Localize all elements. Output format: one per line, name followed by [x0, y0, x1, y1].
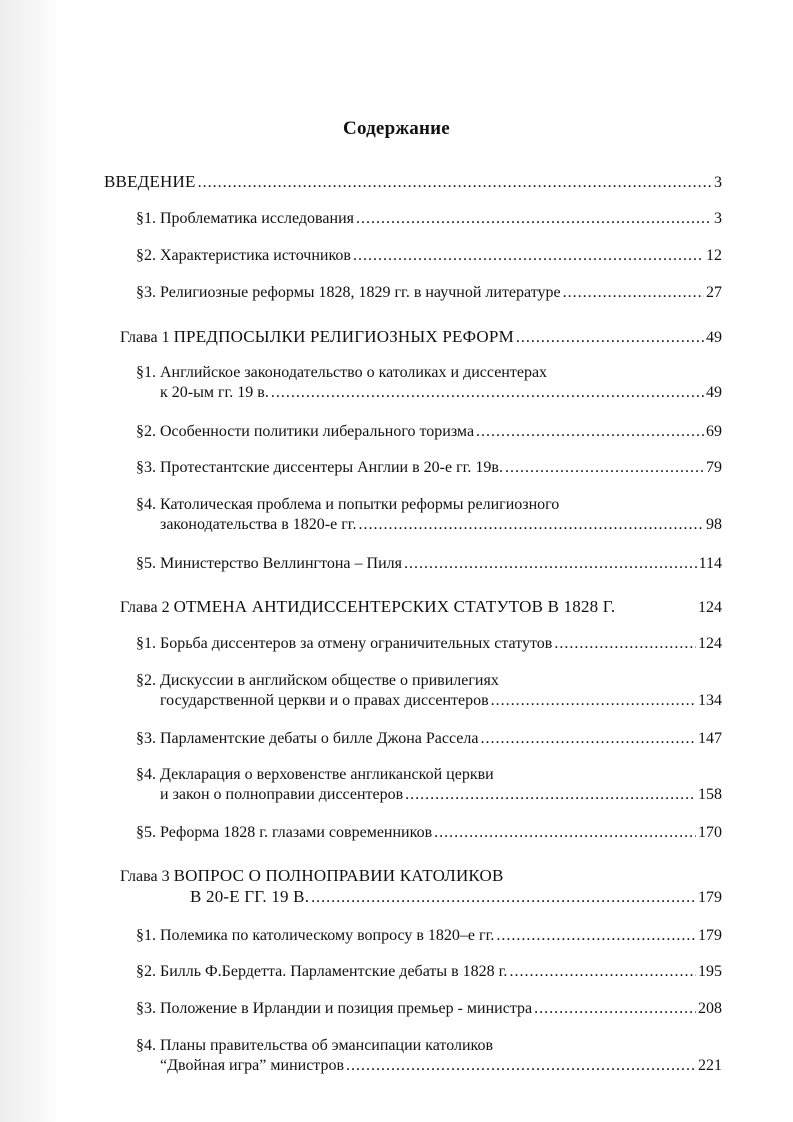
- toc-entry-ch1-sec1: [136, 363, 722, 403]
- page-number: 147: [698, 730, 722, 747]
- entry-text: §3. Положение в Ирландии и позиция премьер - министра: [136, 1000, 533, 1017]
- leader-dots: [271, 383, 704, 403]
- page-number: 170: [698, 824, 722, 841]
- page-title: Содержание: [343, 118, 450, 139]
- leader-dots: [356, 209, 712, 229]
- leader-dots: [516, 328, 704, 348]
- entry-text: §2. Особенности политики либерального торизма: [136, 423, 475, 440]
- leader-dots: [509, 962, 696, 982]
- leader-dots: [505, 458, 704, 478]
- page-number: 221: [698, 1057, 722, 1074]
- leader-dots: [491, 691, 696, 711]
- entry-text-line2: к 20-ым гг. 19 в.: [160, 384, 269, 401]
- toc-entry-ch1-sec4: [136, 495, 722, 535]
- entry-text: §1. Борьба диссентеров за отмену ограничительных статутов: [136, 635, 553, 652]
- leader-dots: [404, 554, 697, 574]
- entry-text-line1: §4. Католическая проблема и попытки реформы религиозного: [136, 496, 560, 513]
- toc-entry-ch3-sec3: [136, 999, 722, 1019]
- page-number: 98: [706, 516, 722, 533]
- entry-text: §1. Полемика по католическому вопросу в 1820–е гг.: [136, 927, 495, 944]
- page-shadow: [0, 0, 62, 1122]
- leader-dots: [434, 823, 696, 843]
- entry-text: §5. Реформа 1828 г. глазами современников: [136, 824, 433, 841]
- entry-text-line2: государственной церкви и о правах диссентеров: [160, 692, 489, 709]
- page-number: 3: [714, 174, 722, 191]
- leader-dots: [534, 999, 696, 1019]
- page-number: 124: [698, 635, 722, 652]
- leader-dots: [353, 246, 704, 266]
- entry-text-line2: “Двойная игра” министров: [160, 1057, 345, 1074]
- leader-dots: [359, 515, 704, 535]
- entry-text: §3. Религиозные реформы 1828, 1829 гг. в научной литературе: [136, 284, 561, 301]
- leader-dots: [476, 422, 704, 442]
- leader-dots: [554, 634, 696, 654]
- toc-entry-introduction: [104, 172, 722, 193]
- page-number: 27: [706, 284, 722, 301]
- toc-entry-ch1-sec2: [136, 422, 722, 442]
- entry-text: §2. Билль Ф.Бердетта. Парламентские дебаты в 1828 г.: [136, 963, 508, 980]
- page-number: 134: [698, 692, 722, 709]
- toc-entry-ch3-sec2: [136, 962, 722, 982]
- page-number: 179: [698, 927, 722, 944]
- toc-entry-intro-3: [136, 283, 722, 303]
- entry-text: ВВЕДЕНИЕ: [104, 172, 196, 191]
- toc-entry-chapter-1: [120, 327, 722, 348]
- entry-text-line1: §2. Дискуссии в английском обществе о привилегиях: [136, 672, 499, 689]
- leader-dots: [496, 926, 696, 946]
- entry-text: §1. Проблематика исследования: [136, 210, 354, 227]
- toc-entry-ch2-sec4: [136, 765, 722, 805]
- chapter-title-line1: ВОПРОС О ПОЛНОПРАВИИ КАТОЛИКОВ: [173, 866, 504, 885]
- chapter-prefix: Глава 2: [120, 599, 170, 616]
- toc-entry-ch3-sec1: [136, 926, 722, 946]
- chapter-title: ОТМЕНА АНТИДИССЕНТЕРСКИХ СТАТУТОВ В 1828 Г.: [173, 597, 616, 616]
- entry-text-line2: законодательства в 1820-е гг.: [160, 516, 357, 533]
- leader-dots: [480, 729, 696, 749]
- toc-entry-intro-1: [136, 209, 722, 229]
- toc-entry-intro-2: [136, 246, 722, 266]
- leader-dots: [311, 888, 696, 908]
- page-number: 49: [706, 329, 722, 346]
- entry-text: §2. Характеристика источников: [136, 247, 351, 264]
- toc-entry-ch1-sec3: [136, 458, 722, 478]
- entry-text-line2: и закон о полноправии диссентеров: [160, 786, 404, 803]
- leader-dots: [198, 173, 712, 193]
- entry-text: §5. Министерство Веллингтона – Пиля: [136, 555, 402, 572]
- chapter-prefix: Глава 3: [120, 868, 170, 885]
- chapter-prefix: Глава 1: [120, 329, 170, 346]
- page-number: 195: [698, 963, 722, 980]
- page-number: 3: [714, 210, 722, 227]
- toc-entry-chapter-2: [120, 597, 722, 618]
- chapter-title: ПРЕДПОСЫЛКИ РЕЛИГИОЗНЫХ РЕФОРМ: [173, 327, 514, 346]
- toc-entry-ch2-sec3: [136, 729, 722, 749]
- page-number: 124: [698, 599, 722, 616]
- page-number: 49: [706, 384, 722, 401]
- leader-dots: [405, 785, 696, 805]
- page-number: 12: [706, 247, 722, 264]
- chapter-title-line2: В 20-Е ГГ. 19 В.: [190, 887, 310, 906]
- page-number: 79: [706, 459, 722, 476]
- toc-entry-ch1-sec5: [136, 554, 722, 574]
- toc-entry-chapter-3: [120, 866, 722, 908]
- page-number: 158: [698, 786, 722, 803]
- entry-text: §3. Парламентские дебаты о билле Джона Рассела: [136, 730, 479, 747]
- toc-entry-ch2-sec5: [136, 823, 722, 843]
- leader-dots: [346, 1056, 696, 1076]
- page-number: 179: [698, 889, 722, 906]
- page-number: 114: [698, 555, 722, 572]
- entry-text-line1: §1. Английское законодательство о католиках и диссентерах: [136, 364, 548, 381]
- leader-dots: [563, 283, 704, 303]
- toc-entry-ch2-sec1: [136, 634, 722, 654]
- toc-entry-ch2-sec2: [136, 671, 722, 711]
- toc-entry-ch3-sec4: [136, 1036, 722, 1076]
- page-number: 208: [698, 1000, 722, 1017]
- entry-text: §3. Протестантские диссентеры Англии в 20-е гг. 19в.: [136, 459, 503, 476]
- entry-text-line1: §4. Декларация о верховенстве англиканской церкви: [136, 766, 494, 783]
- entry-text-line1: §4. Планы правительства об эмансипации католиков: [136, 1037, 494, 1054]
- page-number: 69: [706, 423, 722, 440]
